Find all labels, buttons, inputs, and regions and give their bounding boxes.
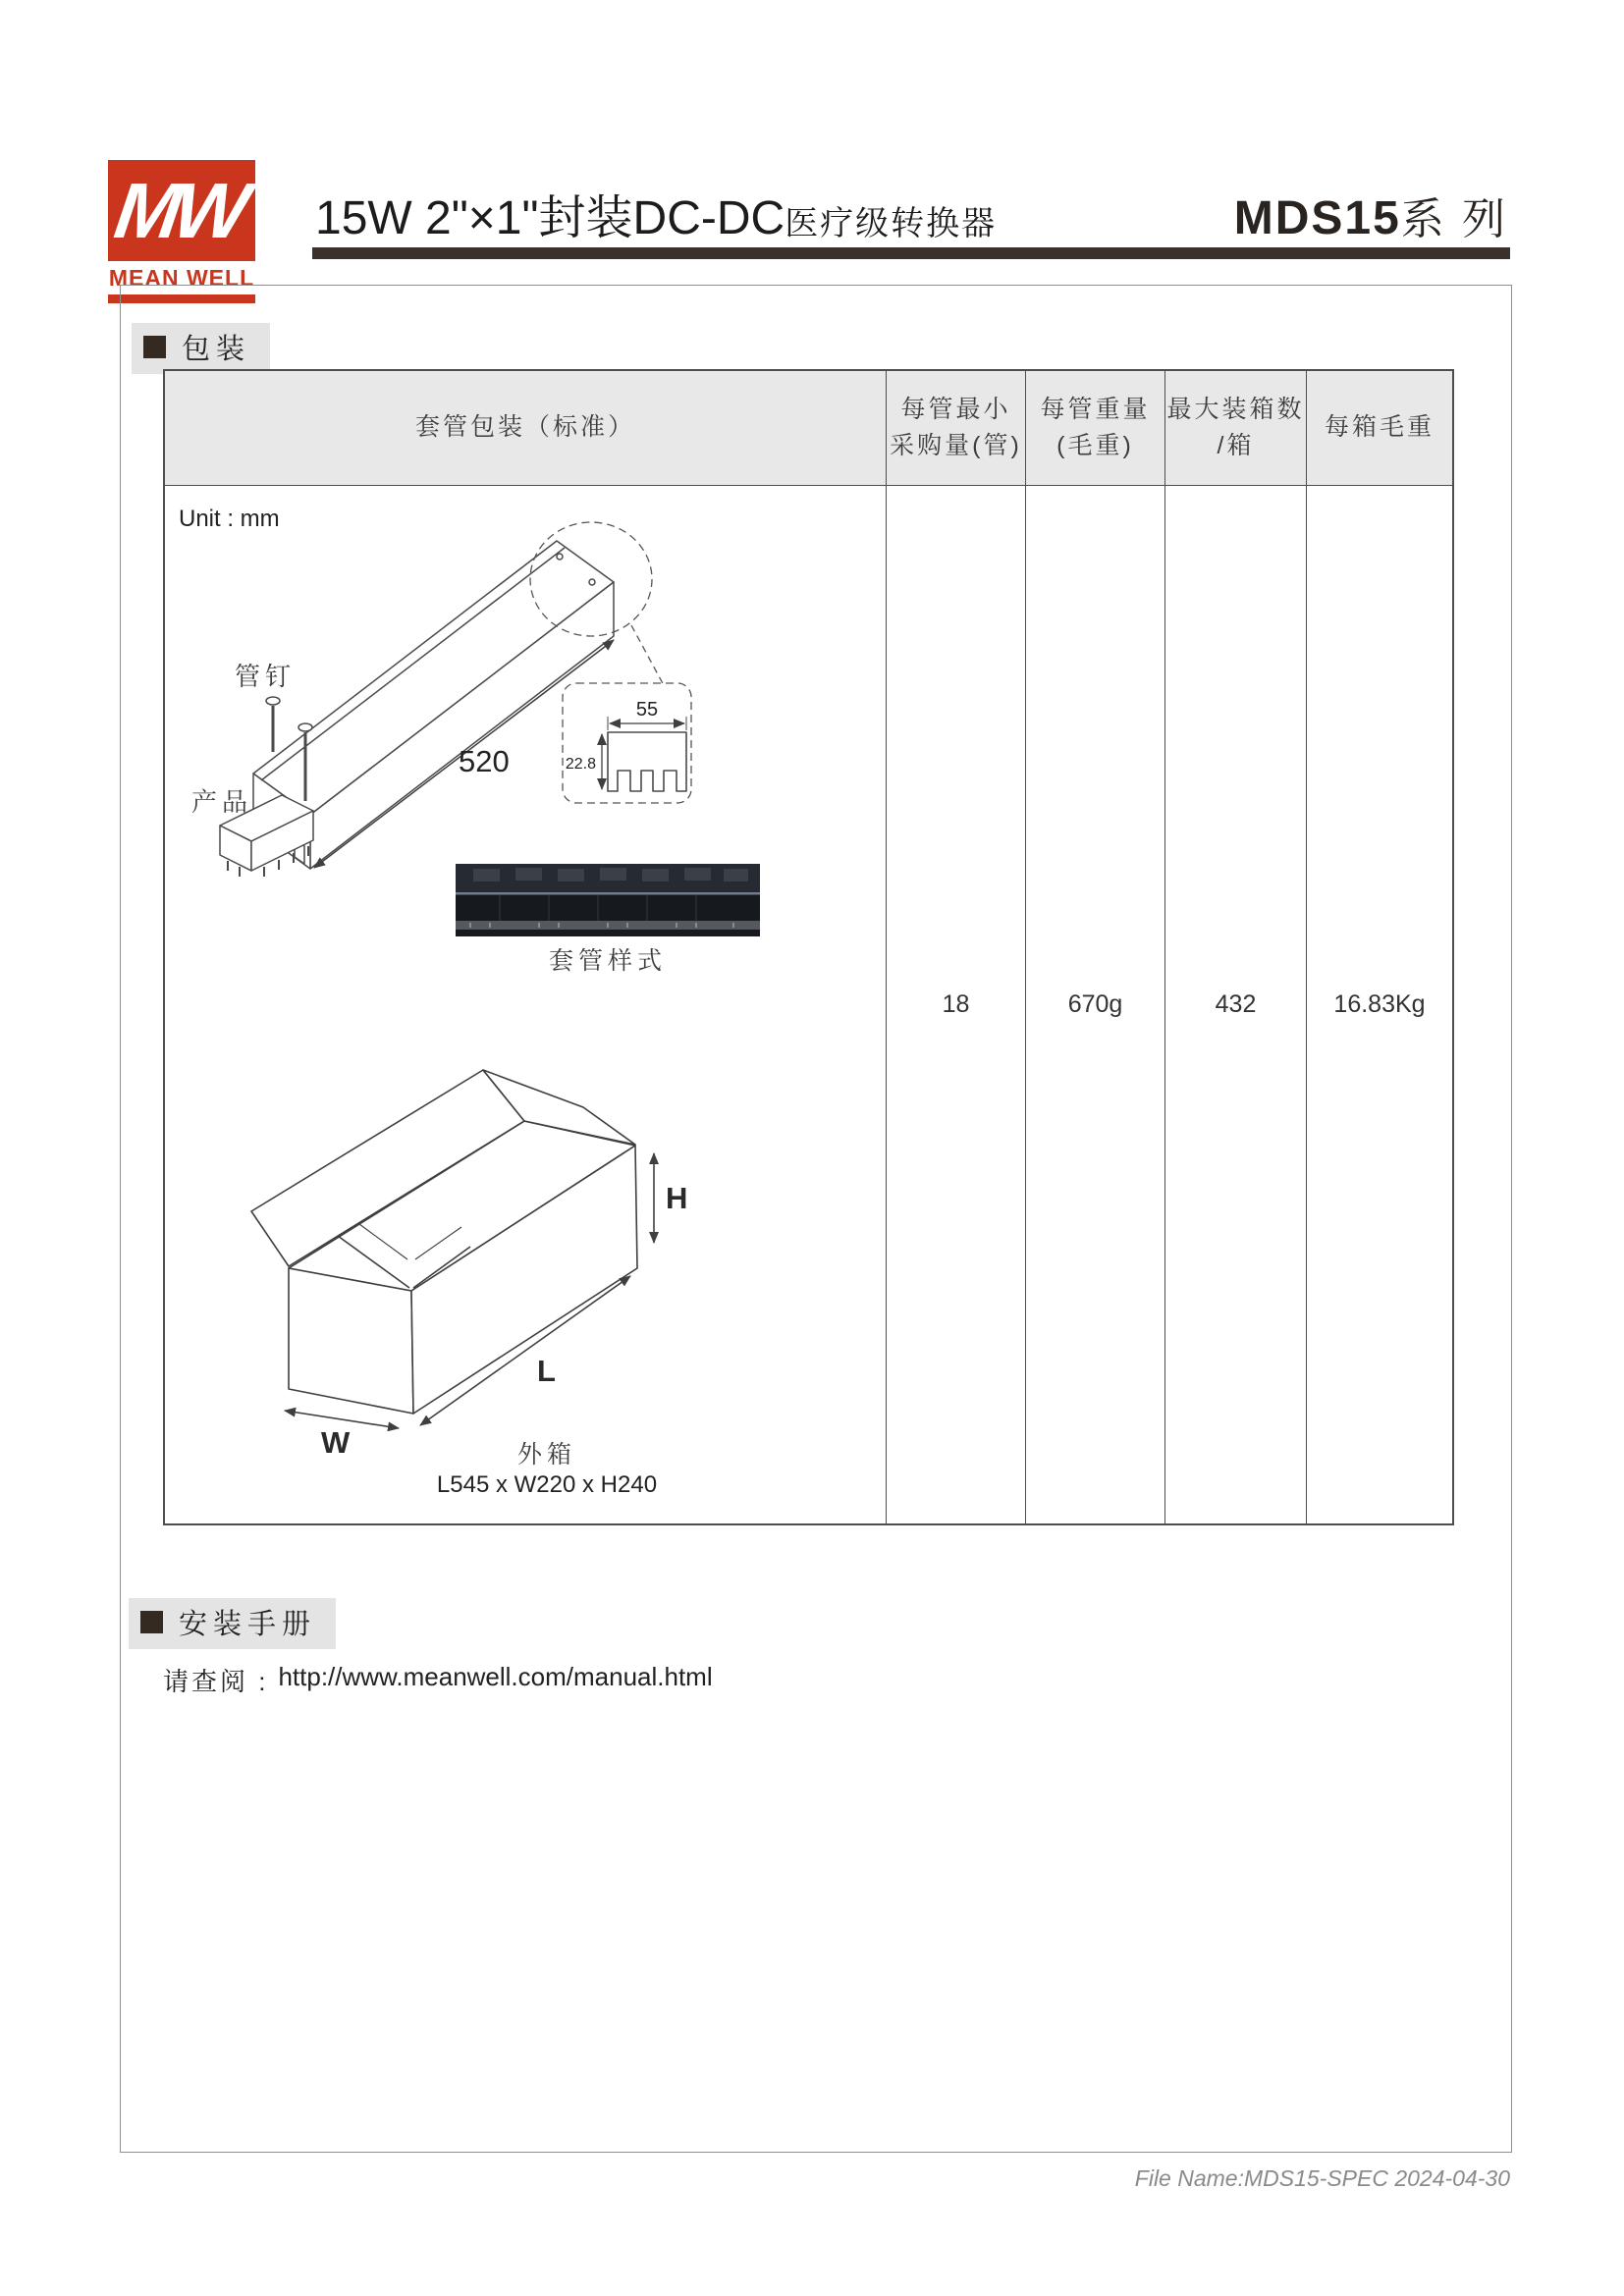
profile-width-value: 55 [635, 699, 658, 721]
photo-caption: 套管样式 [548, 947, 667, 975]
packaging-table-header-row [165, 371, 1452, 486]
manual-url: http://www.meanwell.com/manual.html [278, 1662, 713, 1691]
packaging-diagram [166, 486, 886, 1523]
col-header-tube-weight: 每管重量 (毛重) [1026, 371, 1165, 486]
value-max-carton: 432 [1165, 486, 1307, 1523]
product-label: 产品 [190, 787, 252, 817]
section-bullet-icon [140, 1611, 163, 1633]
value-carton-weight: 16.83Kg [1333, 990, 1426, 1018]
carton-label: 外箱 [516, 1441, 576, 1468]
value-tube-weight: 670g [1026, 486, 1165, 1523]
carton-dim-l-label: L [536, 1354, 556, 1388]
tube-photo [456, 864, 760, 936]
col-header-carton-weight: 每箱毛重 [1307, 371, 1452, 486]
unit-label: Unit : mm [178, 506, 280, 532]
col-header-tube-packaging: 套管包装（标准） [165, 371, 887, 486]
section-title-packaging: 包装 [182, 334, 251, 365]
logo-brand-text: MEAN WELL [108, 261, 255, 294]
page-title [315, 192, 998, 244]
header-rule [312, 247, 1510, 259]
logo-mw-monogram: MW [109, 166, 248, 254]
file-info: File Name:MDS15-SPEC 2024-04-30 [1134, 2165, 1510, 2191]
carton-dim-w-label: W [320, 1425, 350, 1460]
carton-dim-h-label: H [665, 1181, 687, 1215]
manual-note [163, 1662, 713, 1698]
meanwell-logo [108, 160, 255, 303]
page-title-sub: 医疗级转换器 [785, 205, 998, 242]
tube-length-value: 520 [458, 744, 510, 778]
tube-profile-inset [563, 683, 691, 803]
col-header-min-qty: 每管最小 采购量(管) [887, 371, 1026, 486]
zoom-leader-line [631, 625, 665, 687]
manual-note-prefix: 请查阅 : [163, 1667, 269, 1696]
section-bullet-icon [143, 336, 166, 358]
packaging-table [163, 369, 1454, 1525]
section-header-packaging [132, 323, 270, 374]
series-title [1233, 192, 1508, 244]
profile-height-value: 22.8 [565, 756, 596, 773]
series-suffix: 系 列 [1400, 195, 1508, 243]
carton-drawing [251, 1070, 637, 1414]
content-border [120, 285, 1512, 2153]
carton-dimensions-value: L545 x W220 x H240 [436, 1471, 657, 1498]
tube-packaging-diagram-cell [165, 486, 887, 1523]
pin-label: 管钉 [234, 662, 296, 691]
section-title-manual: 安装手册 [179, 1609, 317, 1640]
value-min-qty: 18 [887, 486, 1026, 1523]
section-header-manual [129, 1598, 336, 1649]
series-name: MDS15 [1233, 192, 1401, 244]
col-header-max-carton: 最大装箱数 /箱 [1165, 371, 1307, 486]
packaging-table-body-row [165, 486, 1452, 1523]
page-title-main: 15W 2"×1"封装DC-DC [315, 192, 785, 244]
